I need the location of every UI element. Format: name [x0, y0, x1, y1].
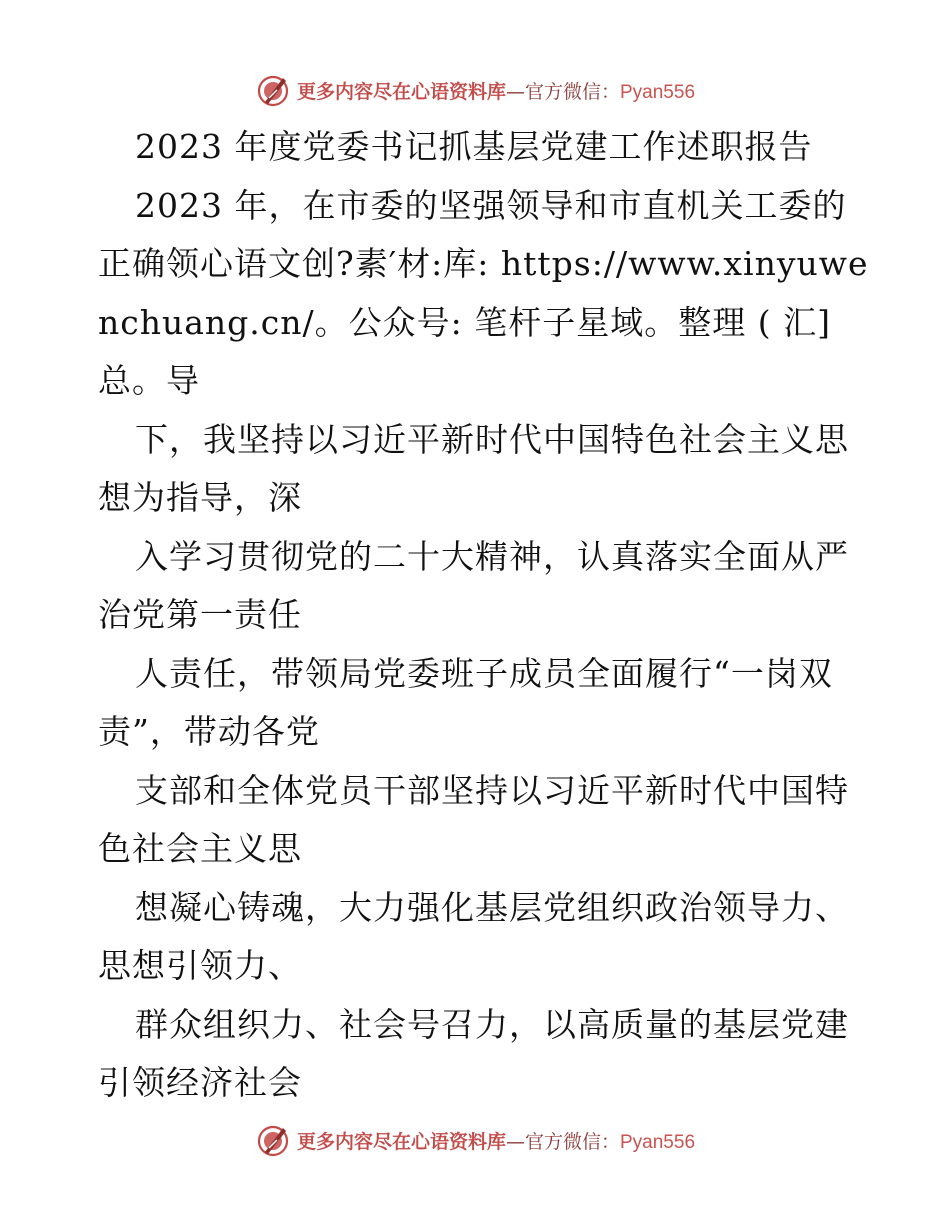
quill-pen-logo-icon	[255, 72, 291, 108]
paragraph-line: 色社会主义思	[98, 829, 302, 868]
banner-text	[297, 1127, 695, 1154]
paragraph-line: 支部和全体党员干部坚持以习近平新时代中国特	[135, 770, 849, 810]
paragraph-line: 下，我坚持以习近平新时代中国特色社会主义思	[135, 419, 849, 459]
banner-site-name: 更多内容尽在心语资料库	[296, 80, 506, 103]
paragraph-line: 想凝心铸魂，大力强化基层党组织政治领导力、	[135, 887, 849, 927]
banner-text	[297, 77, 695, 104]
paragraph-line: nchuang.cn/。公众号: 笔杆子星域。整理 ( 汇]	[98, 302, 831, 342]
paragraph-line: 思想引领力、	[98, 946, 302, 985]
banner-wechat-id: Pyan556	[620, 81, 696, 103]
paragraph-line: 总。导	[98, 361, 200, 400]
document-body	[98, 118, 869, 1113]
paragraph-line: 正确领心语文创?素′材:库: https://www.xinyuwe	[98, 244, 869, 283]
footer-banner	[0, 1120, 950, 1160]
paragraph-line: 入学习贯彻党的二十大精神，认真落实全面从严	[135, 536, 849, 576]
banner-site-name: 更多内容尽在心语资料库	[296, 1130, 506, 1153]
banner-wechat-label: —官方微信：	[505, 80, 620, 103]
banner-wechat-label: —官方微信：	[505, 1130, 620, 1153]
header-banner	[0, 70, 950, 110]
paragraph-line: 责”，带动各党	[98, 712, 320, 751]
paragraph-line: 2023 年，在市委的坚强领导和市直机关工委的	[135, 185, 847, 225]
document-title: 2023 年度党委书记抓基层党建工作述职报告	[135, 127, 813, 166]
quill-pen-logo-icon	[255, 1122, 291, 1158]
paragraph-line: 治党第一责任	[98, 595, 302, 634]
paragraph-line: 群众组织力、社会号召力，以高质量的基层党建	[135, 1004, 849, 1044]
paragraph-line: 引领经济社会	[98, 1063, 302, 1102]
banner-wechat-id: Pyan556	[620, 1131, 696, 1153]
paragraph-line: 人责任，带领局党委班子成员全面履行“一岗双	[135, 653, 833, 693]
paragraph-line: 想为指导，深	[98, 478, 302, 517]
